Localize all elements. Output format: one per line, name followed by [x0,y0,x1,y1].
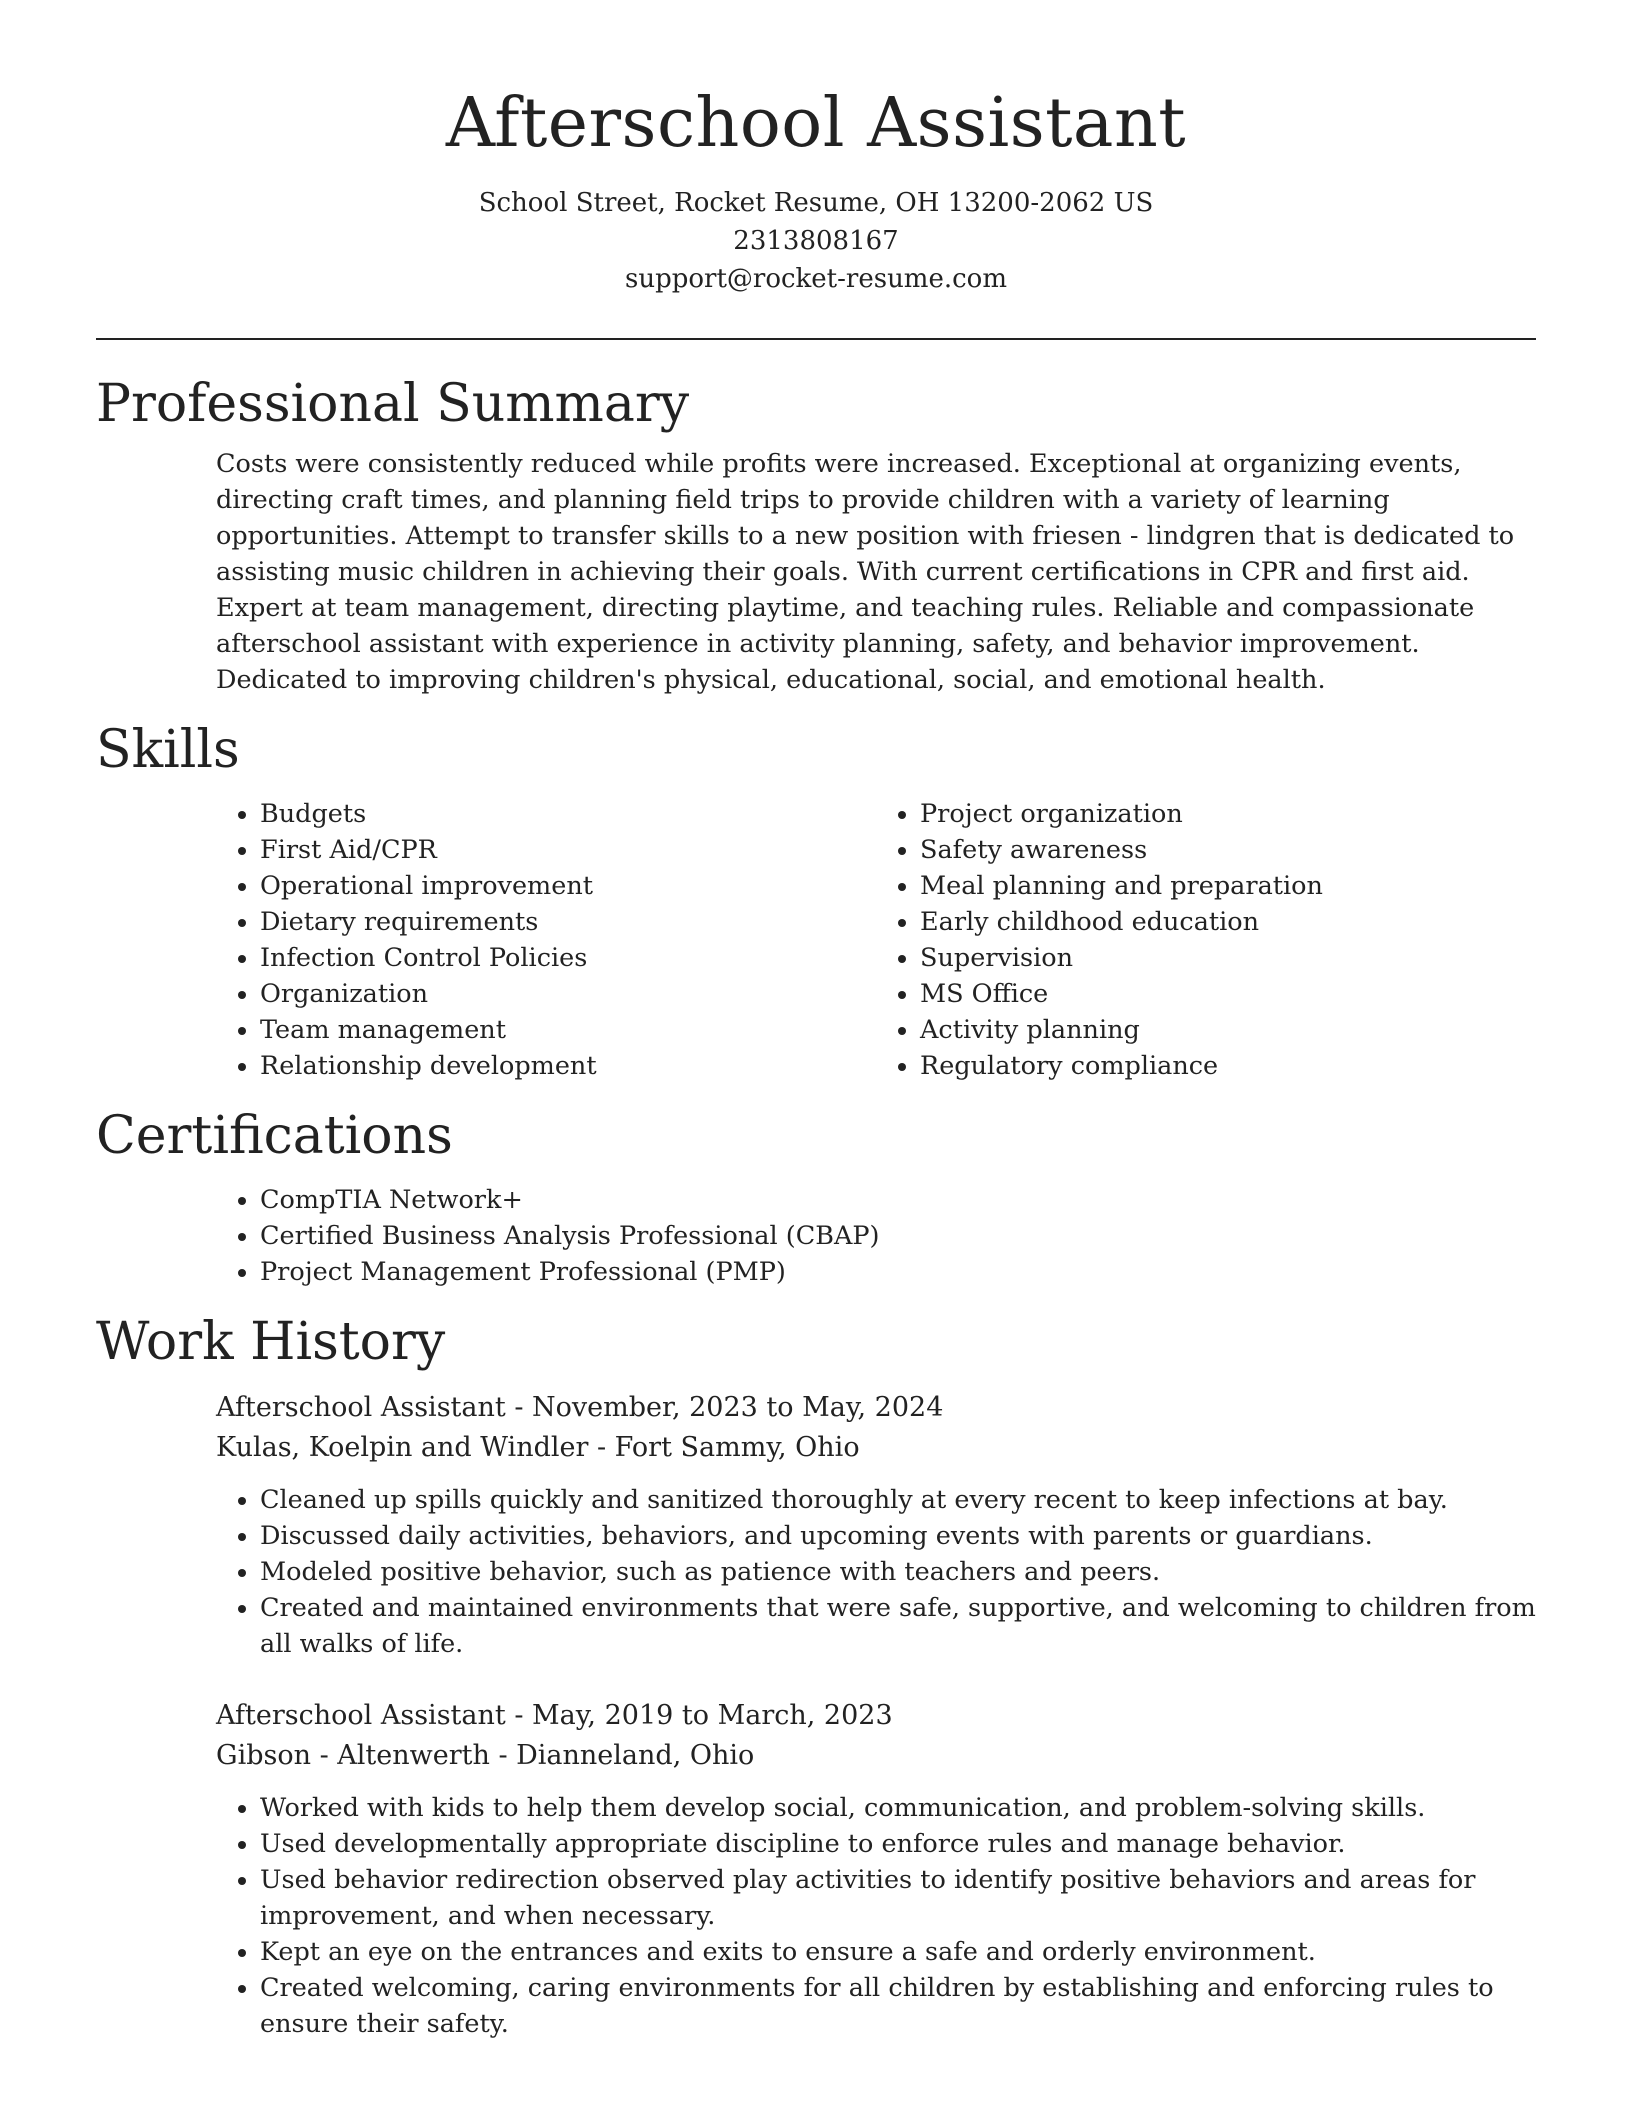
phone: 2313808167 [733,226,899,256]
job-entry [216,1388,1536,1662]
job-duty: • Kept an eye on the entrances and exits to ensure a safe and orderly environment. [260,1934,1536,1970]
certification-item: • CompTIA Network+ [260,1182,1536,1218]
certifications-section [96,1102,1536,1290]
skill-item: • Safety awareness [920,832,1536,868]
work-history-section [96,1308,1536,2042]
skill-item: • First Aid/CPR [260,832,876,868]
email: support@rocket-resume.com [624,264,1007,294]
job-entry [216,1696,1536,2042]
job-duty: • Created welcoming, caring environments for all children by establishing and enforcing rules to ensure their safety. [260,1970,1536,2042]
job-title-dates: Afterschool Assistant - May, 2019 to March, 2023 [216,1700,893,1731]
resume-header [96,80,1536,298]
summary-heading: Professional Summary [96,374,690,434]
skill-item: • Budgets [260,796,876,832]
skills-grid [216,796,1536,1084]
skill-item: • Relationship development [260,1048,876,1084]
skill-item: • Organization [260,976,876,1012]
skill-item: • Supervision [920,940,1536,976]
address: School Street, Rocket Resume, OH 13200-2062 US [478,188,1154,218]
summary-section [96,370,1536,698]
job-duty: • Used behavior redirection observed play activities to identify positive behaviors and areas for improvement, and when necessary. [260,1862,1536,1934]
skill-item: • MS Office [920,976,1536,1012]
skills-heading: Skills [96,720,240,780]
job-title-dates: Afterschool Assistant - November, 2023 to May, 2024 [216,1392,944,1423]
certification-item: • Certified Business Analysis Professional (CBAP) [260,1218,1536,1254]
job-company-location: Kulas, Koelpin and Windler - Fort Sammy, Ohio [216,1432,860,1463]
contact-info [96,184,1536,298]
skill-item: • Project organization [920,796,1536,832]
skill-item: • Meal planning and preparation [920,868,1536,904]
skills-list-right [876,796,1536,1084]
certifications-heading: Certifications [96,1106,453,1166]
job-duty: • Discussed daily activities, behaviors, and upcoming events with parents or guardians. [260,1518,1536,1554]
skills-list-left [216,796,876,1084]
job-duty: • Worked with kids to help them develop social, communication, and problem-solving skills. [260,1790,1536,1826]
job-duty: • Created and maintained environments that were safe, supportive, and welcoming to children from all walks of life. [260,1590,1536,1662]
skill-item: • Dietary requirements [260,904,876,940]
skill-item: • Early childhood education [920,904,1536,940]
work-history-heading: Work History [96,1312,446,1372]
certifications-list [216,1182,1536,1290]
skill-item: • Regulatory compliance [920,1048,1536,1084]
certification-item: • Project Management Professional (PMP) [260,1254,1536,1290]
job-duty: • Used developmentally appropriate discipline to enforce rules and manage behavior. [260,1826,1536,1862]
skill-item: • Team management [260,1012,876,1048]
candidate-name: Afterschool Assistant [445,84,1187,163]
skill-item: • Operational improvement [260,868,876,904]
job-duty: • Cleaned up spills quickly and sanitized thoroughly at every recent to keep infections at bay. [260,1482,1536,1518]
skills-section [96,716,1536,1084]
job-duties-list [216,1482,1536,1662]
summary-text: Costs were consistently reduced while profits were increased. Exceptional at organizing events, directing craft times, and planning field trips to provide children with a variety of learning opportunities. Attempt to transfer skills to a new position with friesen - lindgren that is dedicated to assisting music children in achieving their goals. With current certifications in CPR and first aid. Expert at team management, directing playtime, and teaching rules. Reliable and compassionate afterschool assistant with experience in activity planning, safety, and behavior improvement. Dedicated to improving children's physical, educational, social, and emotional health. [216,449,1515,695]
skill-item: • Activity planning [920,1012,1536,1048]
skill-item: • Infection Control Policies [260,940,876,976]
job-duties-list [216,1790,1536,2042]
header-divider [96,338,1536,340]
job-duty: • Modeled positive behavior, such as patience with teachers and peers. [260,1554,1536,1590]
job-company-location: Gibson - Altenwerth - Dianneland, Ohio [216,1740,755,1771]
